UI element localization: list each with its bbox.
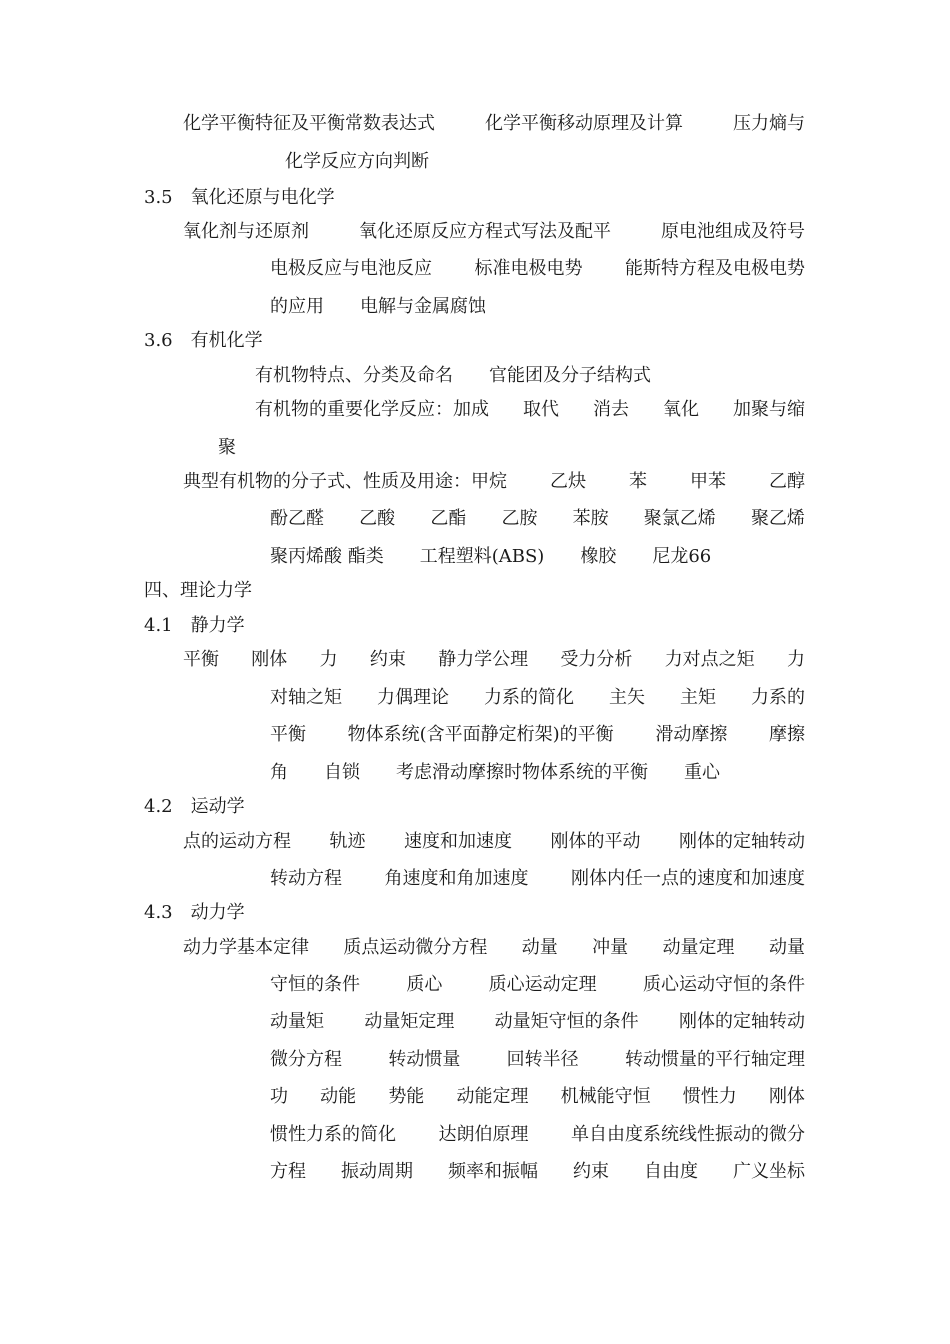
text-segment: 轨迹 <box>329 831 366 852</box>
text-line <box>270 1085 805 1109</box>
text-segment: 方程 <box>270 1161 306 1182</box>
text-segment: 冲量 <box>592 937 629 958</box>
text-segment: 惯性力系的简化 <box>270 1124 396 1145</box>
text-segment: 点的运动方程 <box>183 831 291 852</box>
text-segment: 电极反应与电池反应 <box>270 258 432 279</box>
text-segment: 势能 <box>388 1086 425 1107</box>
text-segment: 苯胺 <box>572 508 609 529</box>
text-segment: 对轴之矩 <box>270 687 342 708</box>
text-segment: 化学平衡特征及平衡常数表达式 <box>183 113 435 134</box>
text-segment: 广义坐标 <box>733 1161 805 1182</box>
text-segment: 有机物的重要化学反应：加成 <box>255 399 489 420</box>
text-segment: 功 <box>270 1086 288 1107</box>
text-segment: 守恒的条件 <box>270 974 360 995</box>
text-segment: 转动惯量 <box>388 1049 461 1070</box>
text-line <box>270 686 805 710</box>
text-segment: 刚体 <box>768 1086 805 1107</box>
text-segment: 质心运动守恒的条件 <box>642 974 805 995</box>
text-segment: 刚体内任一点的速度和加速度 <box>571 868 805 889</box>
text-line: 3.5 氧化还原与电化学 <box>144 187 335 208</box>
text-segment: 质心运动定理 <box>488 974 597 995</box>
text-segment: 主矢 <box>609 687 645 708</box>
text-segment: 单自由度系统线性振动的微分 <box>571 1124 805 1145</box>
text-segment: 角速度和角加速度 <box>384 868 529 889</box>
text-segment: 力系的简化 <box>484 687 574 708</box>
text-segment: 标准电极电势 <box>474 258 583 279</box>
text-line <box>270 973 805 997</box>
text-line <box>183 936 805 960</box>
text-segment: 氧化 <box>663 399 699 420</box>
text-segment: 酚乙醛 <box>270 508 324 529</box>
text-segment: 力偶理论 <box>377 687 449 708</box>
text-line <box>270 723 805 747</box>
text-line <box>270 1048 805 1072</box>
text-line <box>270 1123 805 1147</box>
text-segment: 机械能守恒 <box>560 1086 651 1107</box>
text-segment: 自由度 <box>644 1161 698 1182</box>
text-line: 4.1 静力学 <box>144 615 245 636</box>
text-segment: 加聚与缩 <box>733 399 805 420</box>
text-segment: 动量 <box>768 937 805 958</box>
text-line <box>183 470 805 494</box>
text-line <box>270 1160 805 1184</box>
text-line <box>183 220 805 244</box>
text-segment: 回转半径 <box>506 1049 579 1070</box>
text-line: 聚 <box>218 437 236 458</box>
text-segment: 乙酸 <box>359 508 396 529</box>
text-line: 四、理论力学 <box>144 580 252 601</box>
text-line: 角 自锁 考虑滑动摩擦时物体系统的平衡 重心 <box>270 762 720 783</box>
text-segment: 乙醇 <box>769 471 805 492</box>
text-segment: 原电池组成及符号 <box>661 221 805 242</box>
text-segment: 压力熵与 <box>733 113 805 134</box>
text-line <box>270 867 805 891</box>
text-line <box>270 507 805 531</box>
text-segment: 动量定理 <box>662 937 735 958</box>
text-line <box>270 1010 805 1034</box>
text-segment: 物体系统(含平面静定桁架)的平衡 <box>347 724 614 745</box>
text-segment: 转动方程 <box>270 868 342 889</box>
text-segment: 频率和振幅 <box>448 1161 538 1182</box>
text-line: 化学反应方向判断 <box>285 151 429 172</box>
text-segment: 动量矩定理 <box>364 1011 455 1032</box>
text-segment: 转动惯量的平行轴定理 <box>624 1049 805 1070</box>
text-segment: 乙胺 <box>501 508 538 529</box>
text-segment: 刚体的定轴转动 <box>679 831 805 852</box>
text-line: 聚丙烯酸 酯类 工程塑料(ABS) 橡胶 尼龙66 <box>270 546 712 567</box>
text-segment: 聚乙烯 <box>750 508 805 529</box>
text-segment: 刚体 <box>251 649 288 670</box>
text-segment: 力系的 <box>751 687 805 708</box>
text-segment: 消去 <box>593 399 629 420</box>
text-segment: 氧化还原反应方程式写法及配平 <box>359 221 611 242</box>
text-line <box>270 257 805 281</box>
text-segment: 动量矩 <box>270 1011 324 1032</box>
text-segment: 苯 <box>629 471 647 492</box>
text-segment: 微分方程 <box>270 1049 342 1070</box>
text-line <box>183 112 805 136</box>
text-segment: 受力分析 <box>560 649 633 670</box>
text-segment: 动量矩守恒的条件 <box>494 1011 639 1032</box>
text-segment: 力对点之矩 <box>664 649 755 670</box>
text-segment: 取代 <box>523 399 559 420</box>
text-line: 3.6 有机化学 <box>144 330 263 351</box>
text-line: 4.2 运动学 <box>144 796 245 817</box>
text-segment: 质心 <box>406 974 443 995</box>
text-segment: 动能定理 <box>456 1086 529 1107</box>
text-segment: 约束 <box>573 1161 609 1182</box>
text-line <box>255 398 805 422</box>
text-segment: 能斯特方程及电极电势 <box>625 258 805 279</box>
text-segment: 甲苯 <box>690 471 726 492</box>
text-segment: 乙酯 <box>430 508 467 529</box>
text-segment: 振动周期 <box>341 1161 413 1182</box>
text-segment: 惯性力 <box>682 1086 737 1107</box>
text-segment: 乙炔 <box>550 471 586 492</box>
text-segment: 动量 <box>521 937 558 958</box>
text-line: 的应用 电解与金属腐蚀 <box>270 296 486 317</box>
text-segment: 聚氯乙烯 <box>643 508 716 529</box>
text-segment: 动力学基本定律 <box>183 937 309 958</box>
text-segment: 约束 <box>369 649 406 670</box>
text-segment: 化学平衡移动原理及计算 <box>485 113 683 134</box>
text-segment: 质点运动微分方程 <box>343 937 488 958</box>
text-line <box>183 648 805 672</box>
text-segment: 典型有机物的分子式、性质及用途：甲烷 <box>183 471 507 492</box>
text-segment: 摩擦 <box>768 724 805 745</box>
text-segment: 力 <box>786 649 805 670</box>
text-segment: 平衡 <box>183 649 219 670</box>
text-segment: 平衡 <box>270 724 306 745</box>
text-segment: 刚体的平动 <box>550 831 641 852</box>
text-segment: 速度和加速度 <box>404 831 512 852</box>
text-segment: 刚体的定轴转动 <box>678 1011 805 1032</box>
text-segment: 达朗伯原理 <box>438 1124 529 1145</box>
text-line: 4.3 动力学 <box>144 902 245 923</box>
text-segment: 滑动摩擦 <box>655 724 728 745</box>
text-line <box>183 830 805 854</box>
text-segment: 静力学公理 <box>438 649 529 670</box>
text-segment: 力 <box>319 649 338 670</box>
text-line: 有机物特点、分类及命名 官能团及分子结构式 <box>255 365 651 386</box>
text-segment: 氧化剂与还原剂 <box>183 221 309 242</box>
text-segment: 动能 <box>320 1086 357 1107</box>
text-segment: 主矩 <box>680 687 716 708</box>
